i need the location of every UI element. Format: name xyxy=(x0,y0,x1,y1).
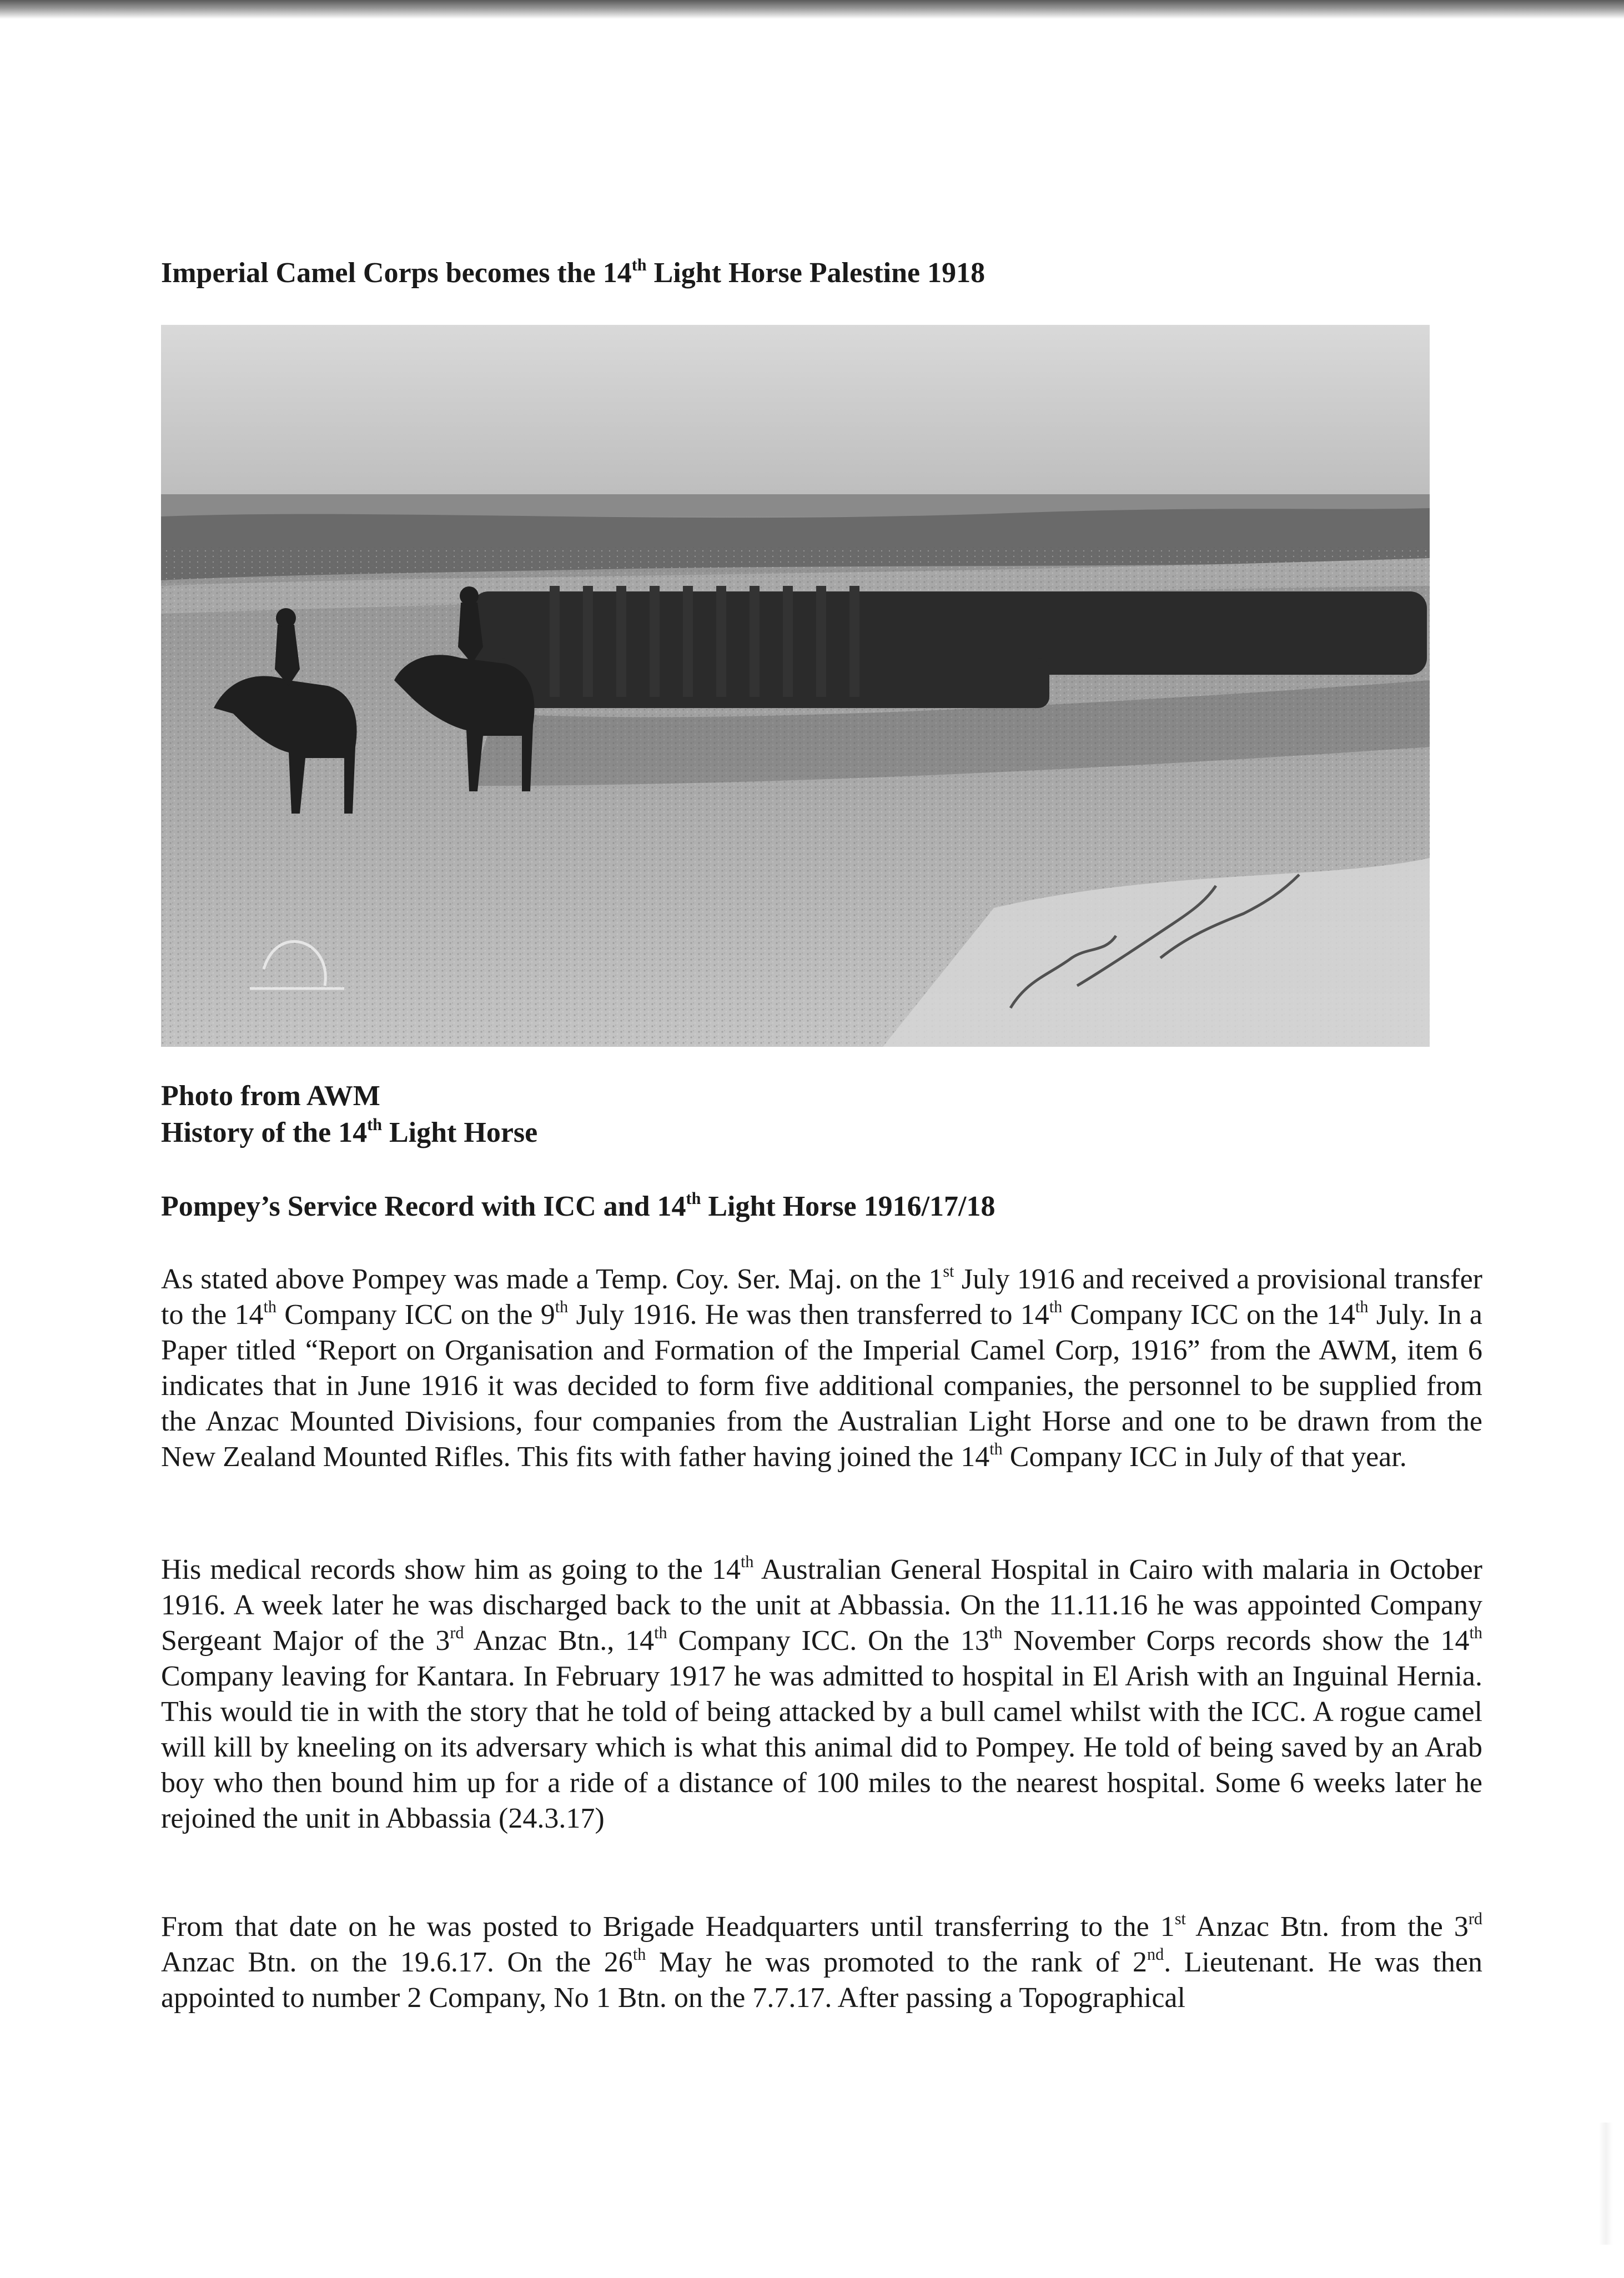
superscript: rd xyxy=(1468,1909,1482,1928)
superscript: th xyxy=(1355,1297,1369,1316)
text-run: Company ICC. On the 13 xyxy=(667,1625,989,1657)
superscript: rd xyxy=(450,1623,464,1642)
superscript: nd xyxy=(1147,1944,1164,1964)
paragraph-2 xyxy=(161,1552,1482,1837)
superscript: th xyxy=(654,1623,667,1642)
text-run: From that date on he was posted to Brigade Headquarters until transferring to the 1 xyxy=(161,1911,1175,1943)
text-run: Company ICC on the 14 xyxy=(1062,1299,1356,1331)
superscript: th xyxy=(555,1297,569,1316)
text-run: . Lieutenant. He was then appointed to number 2 Company, No 1 Btn. on the 7.7.17. After passing a Topographical xyxy=(161,1946,1483,2014)
superscript: th xyxy=(741,1552,754,1571)
photo-caption-history: History of the 14th Light Horse xyxy=(161,1115,538,1148)
superscript: st xyxy=(1174,1909,1186,1928)
photo-caption-source: Photo from AWM xyxy=(161,1080,380,1112)
superscript: st xyxy=(943,1261,954,1281)
text-run: July 1916 and received a provisional transfer to the 14 xyxy=(161,1263,1482,1331)
text-run: As stated above Pompey was made a Temp. Coy. Ser. Maj. on the 1 xyxy=(161,1263,943,1295)
section-heading: Pompey’s Service Record with ICC and 14th Light Horse 1916/17/18 xyxy=(161,1188,995,1222)
text-run: November Corps records show the 14 xyxy=(1002,1625,1470,1657)
text-run: Anzac Btn., 14 xyxy=(464,1625,655,1657)
superscript: th xyxy=(989,1623,1003,1642)
superscript: th xyxy=(263,1297,276,1316)
text-run: July. In a Paper titled “Report on Organisation and Formation of the Imperial Camel Corp, 1916” from the AWM, item 6 indicates that in June 1916 it was decided to form five additional companies, the personnel to be supplied from the Anzac Mounted Divisions, four companies from the Australian Light Horse and one to be drawn from the New Zealand Mounted Rifles. This fits with father having joined the 14 xyxy=(161,1299,1483,1473)
scan-margin-mark xyxy=(1598,2123,1613,2245)
text-run: His medical records show him as going to the 14 xyxy=(161,1554,741,1585)
superscript: th xyxy=(632,1944,646,1964)
text-run: Company ICC in July of that year. xyxy=(1002,1441,1407,1473)
text-run: Anzac Btn. on the 19.6.17. On the 26 xyxy=(161,1946,633,1978)
superscript: th xyxy=(989,1439,1003,1458)
paragraph-3 xyxy=(161,1909,1482,2016)
text-run: Anzac Btn. from the 3 xyxy=(1185,1911,1469,1943)
text-run: Company leaving for Kantara. In February 1917 he was admitted to hospital in El Arish with an Inguinal Hernia. This would tie in with the story that he told of being attacked by a bull camel whilst with the ICC. A rogue camel will kill by kneeling on its adversary which is what this animal did to Pompey. He told of being saved by an Arab boy who then bound him up for a ride of a distance of 100 miles to the nearest hospital. Some 6 weeks later he rejoined the unit in Abbassia (24.3.17) xyxy=(161,1660,1482,1834)
superscript: th xyxy=(1469,1623,1482,1642)
scan-top-edge xyxy=(0,0,1624,19)
superscript: th xyxy=(1049,1297,1063,1316)
text-run: Australian General Hospital in Cairo with malaria in October 1916. A week later he was discharged back to the unit at Abbassia. On the 11.11.16 he was appointed Company Sergeant Major of the 3 xyxy=(161,1554,1482,1657)
text-run: July 1916. He was then transferred to 14 xyxy=(568,1299,1049,1331)
text-run: May he was promoted to the rank of 2 xyxy=(646,1946,1148,1978)
paragraph-1 xyxy=(161,1262,1482,1475)
historical-photo xyxy=(161,325,1430,1047)
text-run: Company ICC on the 9 xyxy=(276,1299,555,1331)
page-title: Imperial Camel Corps becomes the 14th Light Horse Palestine 1918 xyxy=(161,255,986,289)
